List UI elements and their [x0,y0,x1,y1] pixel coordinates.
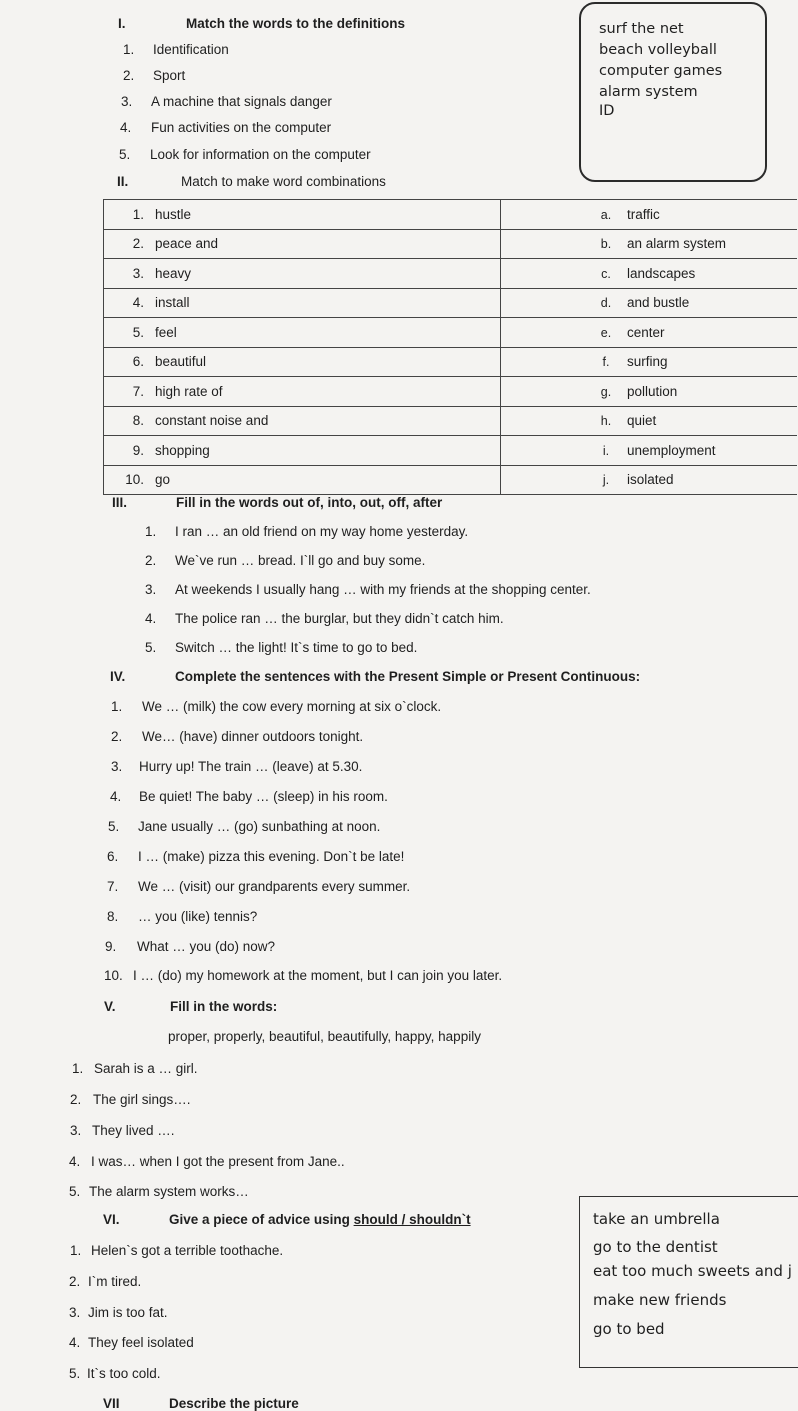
row-letter: i. [602,443,610,458]
s1-item-4-text: Fun activities on the computer [151,120,332,135]
s4-item-2-number: 2. [111,729,123,744]
row-number: 4. [132,295,144,311]
row-letter: g. [600,384,612,399]
section-3-number: III. [112,495,128,510]
table-cell-right [501,288,798,318]
section-1-title: Match the words to the definitions [186,16,405,31]
word-box-1 [579,2,767,182]
table-row [104,229,798,259]
word-box-6-word: go to the dentist [593,1238,718,1256]
row-letter: c. [601,266,611,281]
word-box-6-word: eat too much sweets and j [593,1262,792,1280]
table-cell-left [104,377,501,407]
section-5-word-list: proper, properly, beautiful, beautifully, happy, happily [168,1029,481,1044]
s3-item-5-text: Switch … the light! It`s time to go to bed. [175,640,418,655]
table-row [104,377,798,407]
row-right-word: traffic [627,206,660,222]
row-left-word: feel [155,324,177,340]
row-right-word: isolated [627,472,674,488]
s6-item-3-number: 3. [69,1305,81,1320]
section-6-number: VI. [103,1212,120,1227]
row-number: 6. [132,354,144,370]
word-box-6 [579,1196,798,1368]
row-right-word: unemployment [627,442,716,458]
table-cell-left [104,318,501,348]
s6-item-4-number: 4. [69,1335,81,1350]
s1-item-1-number: 1. [123,42,135,57]
table-row [104,318,798,348]
row-left-word: constant noise and [155,413,269,429]
word-box-1-word: computer games [599,63,723,79]
row-number: 2. [132,236,144,252]
table-cell-left [104,436,501,466]
row-left-word: heavy [155,265,192,281]
section-5-title: Fill in the words: [170,999,278,1014]
s4-item-6-text: I … (make) pizza this evening. Don`t be late! [138,849,405,864]
section-6-title-line [169,1212,471,1227]
table-cell-right [501,377,798,407]
row-left-word: peace and [155,236,219,252]
s1-item-1-text: Identification [153,42,229,57]
s5-item-2-number: 2. [70,1092,82,1107]
row-right-word: pollution [627,383,678,399]
s3-item-3-number: 3. [145,582,157,597]
row-letter: a. [600,207,612,222]
section-7-number: VII [103,1396,120,1411]
s5-item-2-text: The girl sings…. [93,1092,191,1107]
table-cell-left [104,259,501,289]
section-4-title: Complete the sentences with the Present Simple or Present Continuous: [175,669,641,684]
s5-item-5-text: The alarm system works… [89,1184,249,1199]
table-cell-right [501,229,798,259]
s6-item-1-text: Helen`s got a terrible toothache. [91,1243,284,1258]
s3-item-4-text: The police ran … the burglar, but they didn`t catch him. [175,611,504,626]
section-5-number: V. [104,999,116,1014]
s5-item-1-number: 1. [72,1061,84,1076]
s3-item-4-number: 4. [145,611,157,626]
row-right-word: surfing [627,354,668,370]
s1-item-2-text: Sport [153,68,186,83]
row-number: 3. [132,265,144,281]
word-box-6-word: make new friends [593,1291,727,1309]
s4-item-2-text: We… (have) dinner outdoors tonight. [142,729,364,744]
s4-item-4-text: Be quiet! The baby … (sleep) in his room. [139,789,388,804]
section-4-number: IV. [110,669,126,684]
s1-item-4-number: 4. [120,120,132,135]
row-letter: h. [600,414,612,429]
s1-item-3-number: 3. [121,94,133,109]
row-letter: j. [602,473,610,488]
word-box-1-word: alarm system [599,84,698,100]
section-7-title: Describe the picture [169,1396,299,1411]
s3-item-1-text: I ran … an old friend on my way home yesterday. [175,524,469,539]
section-2-number: II. [117,174,129,189]
table-cell-left [104,465,501,495]
s4-item-7-text: We … (visit) our grandparents every summer. [138,879,411,894]
row-right-word: and bustle [627,295,690,311]
word-box-1-word: beach volleyball [599,42,717,58]
s3-item-3-text: At weekends I usually hang … with my friends at the shopping center. [175,582,591,597]
word-combination-table [103,199,797,495]
s4-item-8-number: 8. [107,909,119,924]
table-row [104,436,798,466]
table-cell-right [501,347,798,377]
row-left-word: go [155,472,171,488]
row-number: 8. [132,413,144,429]
row-letter: d. [600,296,612,311]
s5-item-3-number: 3. [70,1123,82,1138]
s4-item-4-number: 4. [110,789,122,804]
s4-item-10-text: I … (do) my homework at the moment, but I can join you later. [133,968,503,983]
table-cell-right [501,406,798,436]
s6-item-5-text: It`s too cold. [87,1366,161,1381]
s4-item-3-text: Hurry up! The train … (leave) at 5.30. [139,759,363,774]
s3-item-5-number: 5. [145,640,157,655]
s4-item-5-number: 5. [108,819,120,834]
table-row [104,200,798,230]
table-cell-right [501,259,798,289]
s6-item-1-number: 1. [70,1243,82,1258]
section-2-title: Match to make word combinations [181,174,386,189]
row-letter: f. [602,355,610,370]
row-left-word: shopping [155,442,210,458]
table-cell-left [104,406,501,436]
s5-item-3-text: They lived …. [92,1123,175,1138]
word-box-6-word: go to bed [593,1320,665,1338]
word-box-6-word: take an umbrella [593,1210,720,1228]
row-letter: e. [600,325,612,340]
section-6-title: Give a piece of advice using [169,1212,350,1227]
row-number: 10. [125,472,144,488]
s3-item-2-number: 2. [145,553,157,568]
section-6-title-underlined: should / shouldn`t [353,1212,471,1227]
table-cell-left [104,200,501,230]
s4-item-3-number: 3. [111,759,123,774]
row-number: 7. [132,383,144,399]
s4-item-1-text: We … (milk) the cow every morning at six o`clock. [142,699,442,714]
table-cell-left [104,347,501,377]
s5-item-1-text: Sarah is a … girl. [94,1061,198,1076]
table-row [104,288,798,318]
s1-item-3-text: A machine that signals danger [151,94,332,109]
table-cell-right [501,318,798,348]
section-1-number: I. [118,16,126,31]
s4-item-5-text: Jane usually … (go) sunbathing at noon. [138,819,381,834]
row-number: 5. [132,324,144,340]
s4-item-1-number: 1. [111,699,123,714]
word-box-1-word: surf the net [599,21,684,37]
s1-item-5-number: 5. [119,147,131,162]
s4-item-6-number: 6. [107,849,119,864]
row-number: 9. [132,442,144,458]
s4-item-9-text: What … you (do) now? [137,939,276,954]
table-cell-left [104,229,501,259]
s6-item-2-text: I`m tired. [88,1274,142,1289]
table-row [104,465,798,495]
s6-item-2-number: 2. [69,1274,81,1289]
s5-item-4-number: 4. [69,1154,81,1169]
table-cell-right [501,465,798,495]
row-right-word: center [627,324,665,340]
section-3-title: Fill in the words out of, into, out, off, after [176,495,443,510]
row-number: 1. [132,206,144,222]
row-left-word: high rate of [155,383,223,399]
row-right-word: an alarm system [627,236,727,252]
row-right-word: landscapes [627,265,696,281]
s4-item-7-number: 7. [107,879,119,894]
s5-item-5-number: 5. [69,1184,81,1199]
s4-item-10-number: 10. [104,968,123,983]
s3-item-2-text: We`ve run … bread. I`ll go and buy some. [175,553,426,568]
table-cell-left [104,288,501,318]
s6-item-4-text: They feel isolated [88,1335,194,1350]
table-row [104,406,798,436]
table-cell-right [501,200,798,230]
row-left-word: beautiful [155,354,207,370]
s5-item-4-text: I was… when I got the present from Jane.. [91,1154,345,1169]
table-row [104,259,798,289]
s4-item-8-text: … you (like) tennis? [138,909,258,924]
s4-item-9-number: 9. [105,939,117,954]
row-left-word: hustle [155,206,192,222]
table-row [104,347,798,377]
row-left-word: install [155,295,190,311]
s1-item-5-text: Look for information on the computer [150,147,371,162]
s6-item-5-number: 5. [69,1366,81,1381]
s1-item-2-number: 2. [123,68,135,83]
word-box-1-word: ID [599,103,615,119]
row-right-word: quiet [627,413,657,429]
s3-item-1-number: 1. [145,524,157,539]
row-letter: b. [600,237,612,252]
table-cell-right [501,436,798,466]
s6-item-3-text: Jim is too fat. [88,1305,168,1320]
